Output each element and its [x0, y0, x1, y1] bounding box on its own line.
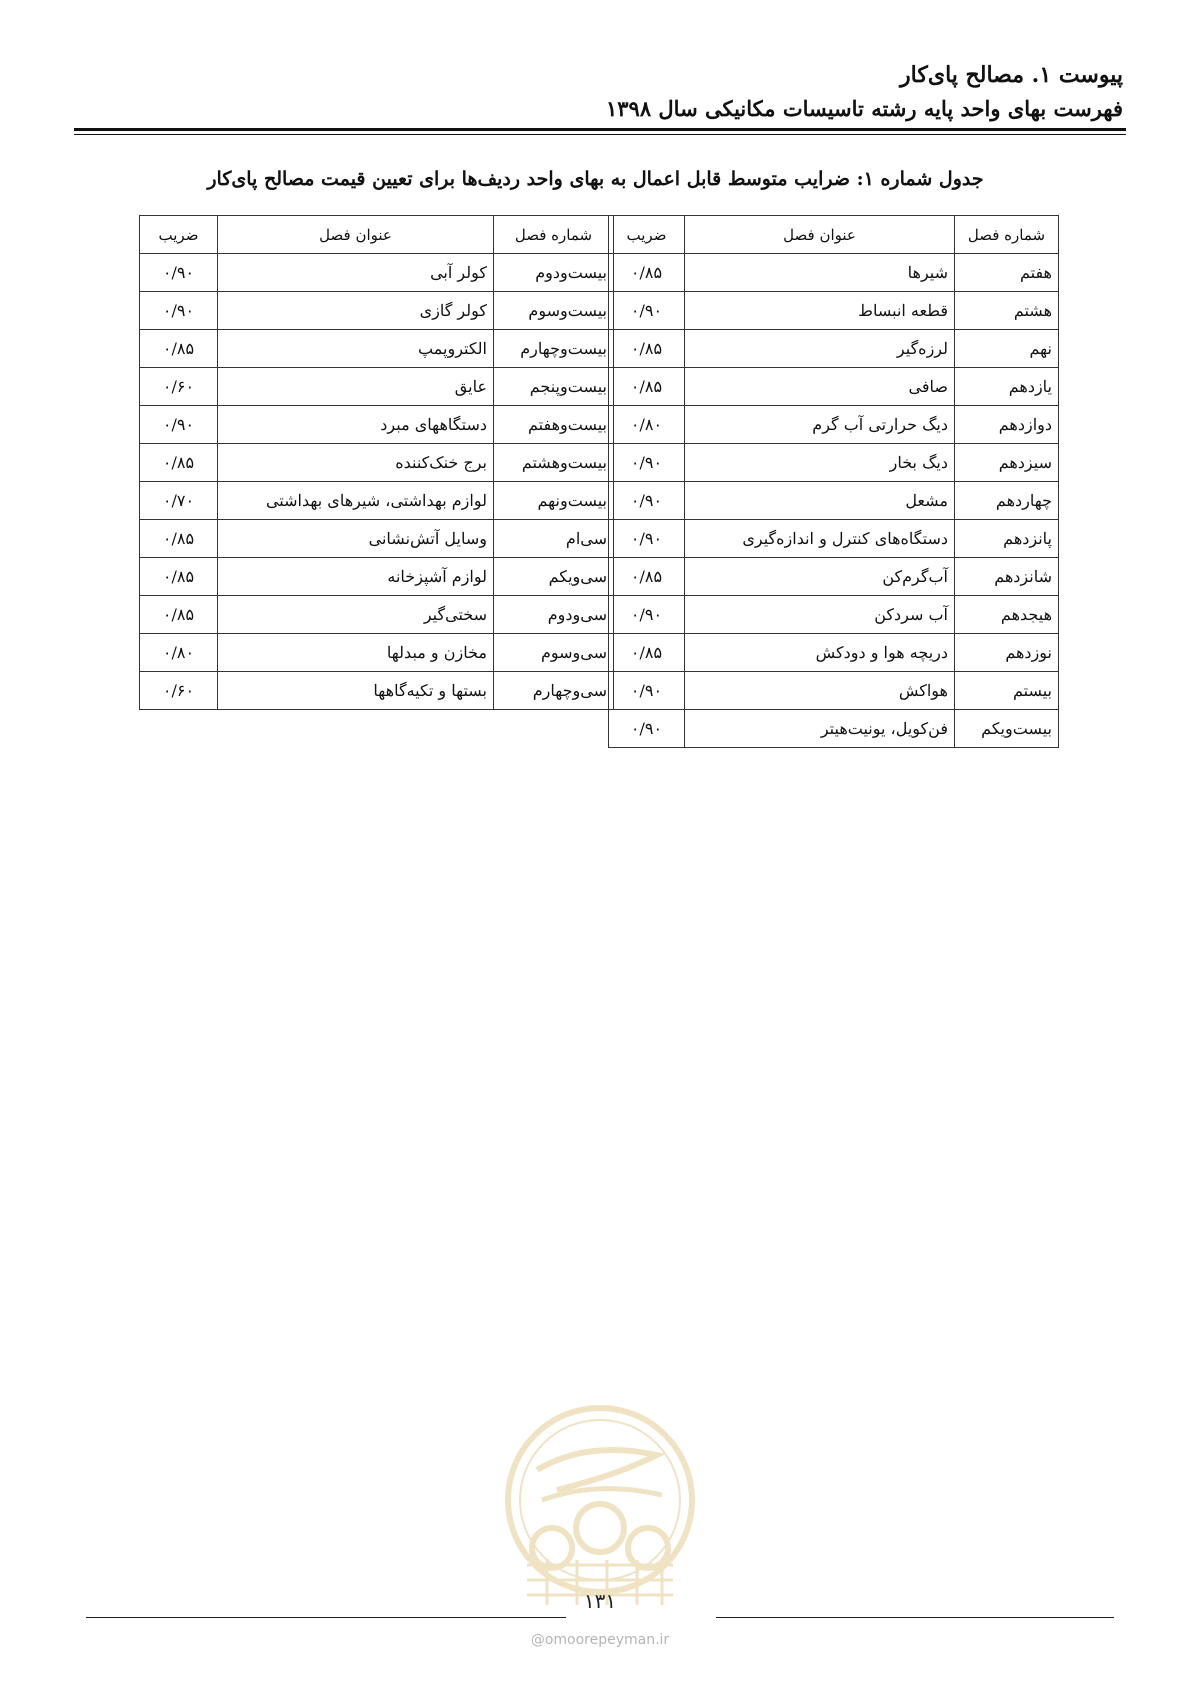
chapter-number-cell: چهاردهم	[955, 482, 1059, 520]
coefficient-cell: ۰/۹۰	[609, 292, 685, 330]
chapter-title-cell: کولر آبی	[218, 254, 494, 292]
coefficient-cell: ۰/۹۰	[140, 292, 218, 330]
coefficient-cell: ۰/۹۰	[609, 444, 685, 482]
chapter-title-cell: قطعه انبساط	[685, 292, 955, 330]
chapter-number-cell: بیست‌وسوم	[494, 292, 614, 330]
chapter-number-cell: سی‌وچهارم	[494, 672, 614, 710]
coefficient-cell: ۰/۹۰	[609, 672, 685, 710]
chapter-title-cell: سختی‌گیر	[218, 596, 494, 634]
table-row	[140, 444, 614, 482]
chapter-number-cell: بیست‌وپنجم	[494, 368, 614, 406]
coefficient-cell: ۰/۸۵	[140, 558, 218, 596]
chapter-number-cell: سی‌ام	[494, 520, 614, 558]
table-row	[609, 330, 1059, 368]
table-row	[140, 330, 614, 368]
page-header	[68, 58, 1123, 126]
table-row	[140, 368, 614, 406]
table-row	[609, 596, 1059, 634]
chapter-title-cell: مشعل	[685, 482, 955, 520]
chapter-title-cell: آب‌گرم‌کن	[685, 558, 955, 596]
coefficient-cell: ۰/۸۰	[609, 406, 685, 444]
header-rule-thick	[74, 128, 1126, 131]
chapter-number-cell: بیست‌وهفتم	[494, 406, 614, 444]
table-row	[609, 444, 1059, 482]
chapter-number-cell: سیزدهم	[955, 444, 1059, 482]
chapter-title-cell: دیگ حرارتی آب گرم	[685, 406, 955, 444]
chapter-title-cell: هواکش	[685, 672, 955, 710]
table-row	[609, 406, 1059, 444]
chapter-title-cell: آب سردکن	[685, 596, 955, 634]
coefficient-cell: ۰/۸۵	[609, 254, 685, 292]
header-rule-thin	[74, 134, 1126, 135]
table-title: جدول شماره ۱: ضرایب متوسط قابل اعمال به بهای واحد ردیف‌ها برای تعیین قیمت مصالح پای‌کار	[207, 168, 984, 190]
coefficients-tables	[139, 215, 1059, 775]
chapter-number-cell: بیست‌ونهم	[494, 482, 614, 520]
column-header-title: عنوان فصل	[685, 216, 955, 254]
coefficient-cell: ۰/۹۰	[609, 482, 685, 520]
table-header-row	[609, 216, 1059, 254]
chapter-title-cell: دیگ بخار	[685, 444, 955, 482]
chapter-number-cell: شانزدهم	[955, 558, 1059, 596]
footer-rule-left	[86, 1617, 566, 1618]
coefficient-cell: ۰/۸۵	[609, 330, 685, 368]
chapter-number-cell: پانزدهم	[955, 520, 1059, 558]
chapter-number-cell: دوازدهم	[955, 406, 1059, 444]
table-row	[140, 520, 614, 558]
coefficient-cell: ۰/۶۰	[140, 368, 218, 406]
coefficient-cell: ۰/۸۵	[140, 596, 218, 634]
table-row	[140, 558, 614, 596]
chapter-number-cell: بیست‌وهشتم	[494, 444, 614, 482]
table-row	[609, 672, 1059, 710]
coefficient-cell: ۰/۸۵	[140, 520, 218, 558]
coefficients-table-left	[139, 215, 614, 710]
column-header-number: شماره فصل	[494, 216, 614, 254]
table-header-row	[140, 216, 614, 254]
table-row	[140, 292, 614, 330]
chapter-title-cell: وسایل آتش‌نشانی	[218, 520, 494, 558]
appendix-title: پیوست ۱. مصالح پای‌کار	[900, 62, 1123, 88]
coefficient-cell: ۰/۹۰	[140, 254, 218, 292]
watermark-url: @omoorepeyman.ir	[530, 1632, 670, 1648]
coefficient-cell: ۰/۸۵	[609, 368, 685, 406]
chapter-number-cell: هشتم	[955, 292, 1059, 330]
chapter-number-cell: سی‌وسوم	[494, 634, 614, 672]
chapter-number-cell: بیست‌وچهارم	[494, 330, 614, 368]
column-header-number: شماره فصل	[955, 216, 1059, 254]
table-row	[609, 482, 1059, 520]
table-row	[609, 254, 1059, 292]
chapter-number-cell: سی‌ویکم	[494, 558, 614, 596]
coefficient-cell: ۰/۶۰	[140, 672, 218, 710]
chapter-number-cell: سی‌ودوم	[494, 596, 614, 634]
chapter-title-cell: شیرها	[685, 254, 955, 292]
table-body-right	[609, 254, 1059, 748]
chapter-title-cell: دستگاههای مبرد	[218, 406, 494, 444]
chapter-number-cell: هفتم	[955, 254, 1059, 292]
chapter-title-cell: فن‌کویل، یونیت‌هیتر	[685, 710, 955, 748]
coefficient-cell: ۰/۹۰	[609, 520, 685, 558]
table-row	[609, 558, 1059, 596]
table-row	[609, 634, 1059, 672]
table-row	[140, 482, 614, 520]
chapter-number-cell: بیست‌ویکم	[955, 710, 1059, 748]
coefficients-table-right	[608, 215, 1059, 748]
chapter-number-cell: نوزدهم	[955, 634, 1059, 672]
table-row	[609, 368, 1059, 406]
table-row	[140, 634, 614, 672]
chapter-number-cell: بیستم	[955, 672, 1059, 710]
chapter-title-cell: لوازم آشپزخانه	[218, 558, 494, 596]
table-row	[609, 292, 1059, 330]
chapter-title-cell: مخازن و مبدلها	[218, 634, 494, 672]
chapter-number-cell: هیجدهم	[955, 596, 1059, 634]
column-header-coef: ضریب	[140, 216, 218, 254]
chapter-title-cell: دریچه هوا و دودکش	[685, 634, 955, 672]
chapter-title-cell: بستها و تکیه‌گاهها	[218, 672, 494, 710]
coefficient-cell: ۰/۹۰	[609, 596, 685, 634]
table-row	[140, 254, 614, 292]
table-row	[140, 406, 614, 444]
table-body-left	[140, 254, 614, 710]
chapter-title-cell: دستگاه‌های کنترل و اندازه‌گیری	[685, 520, 955, 558]
chapter-title-cell: عایق	[218, 368, 494, 406]
coefficient-cell: ۰/۸۵	[609, 634, 685, 672]
table-row	[609, 710, 1059, 748]
table-row	[140, 672, 614, 710]
chapter-number-cell: نهم	[955, 330, 1059, 368]
coefficient-cell: ۰/۹۰	[140, 406, 218, 444]
coefficient-cell: ۰/۸۵	[140, 444, 218, 482]
chapter-number-cell: یازدهم	[955, 368, 1059, 406]
chapter-title-cell: کولر گازی	[218, 292, 494, 330]
column-header-coef: ضریب	[609, 216, 685, 254]
coefficient-cell: ۰/۸۵	[140, 330, 218, 368]
chapter-title-cell: برج خنک‌کننده	[218, 444, 494, 482]
footer-rule-right	[716, 1617, 1114, 1618]
chapter-title-cell: الکتروپمپ	[218, 330, 494, 368]
chapter-number-cell: بیست‌ودوم	[494, 254, 614, 292]
chapter-title-cell: لرزه‌گیر	[685, 330, 955, 368]
coefficient-cell: ۰/۸۰	[140, 634, 218, 672]
page-number: ۱۳۱	[583, 1589, 617, 1613]
table-row	[140, 596, 614, 634]
chapter-title-cell: صافی	[685, 368, 955, 406]
table-row	[609, 520, 1059, 558]
document-title: فهرست بهای واحد پایه رشته تاسیسات مکانیکی سال ۱۳۹۸	[605, 96, 1123, 121]
chapter-title-cell: لوازم بهداشتی، شیرهای بهداشتی	[218, 482, 494, 520]
column-header-title: عنوان فصل	[218, 216, 494, 254]
coefficient-cell: ۰/۷۰	[140, 482, 218, 520]
coefficient-cell: ۰/۸۵	[609, 558, 685, 596]
coefficient-cell: ۰/۹۰	[609, 710, 685, 748]
